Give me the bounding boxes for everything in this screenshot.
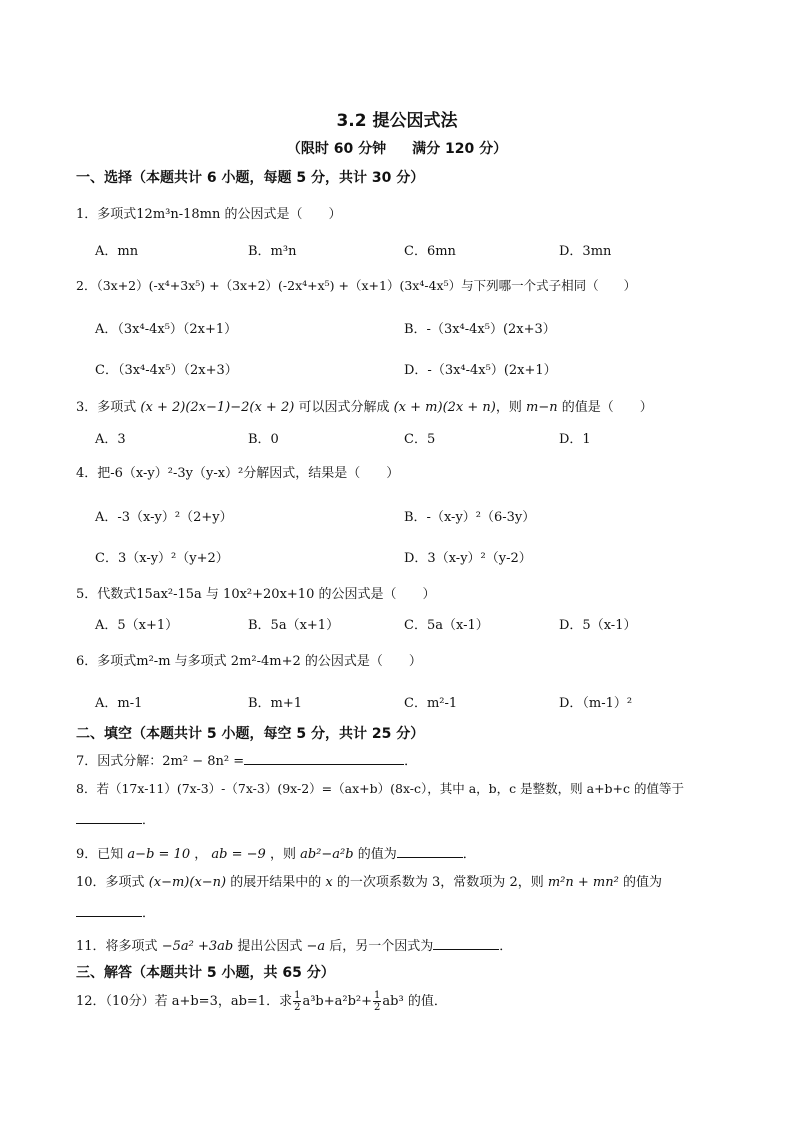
section-answer-heading: 三、解答（本题共计 5 小题，共 65 分） [76,965,335,981]
q8-text: 8．若（17x-11）(7x-3）-（7x-3）(9x-2）=（ax+b）(8x-c），其中 a，b，c 是整数，则 a+b+c 的值等于 [76,781,685,796]
q9-target: ab²−a²b [300,847,354,862]
q7-text: 7．因式分解：2m² − 8n² = [76,754,245,769]
q9-sep: ， [194,847,208,862]
section-choice-heading: 一、选择（本题共计 6 小题，每题 5 分，共计 30 分） [76,170,425,186]
q10-suffix: 的值为 [622,875,662,890]
q12-suffix: ab³ 的值． [382,994,447,1009]
q3-option-d: D．1 [559,432,591,447]
q3-factored: (x + m)(2x + n) [393,400,496,415]
q4-option-a: A．-3（x-y）²（2+y） [95,510,233,525]
q5-option-b: B．5a（x+1） [248,618,340,633]
q8-answer-blank[interactable] [76,809,142,824]
q11-end: ． [499,939,513,954]
q3-prefix: 3．多项式 [76,400,137,415]
q8-end: ． [142,812,155,827]
q3-option-a: A．3 [95,432,126,447]
q3-option-c: C．5 [404,432,436,447]
q1-option-a: A．mn [95,244,139,259]
q7-answer-blank[interactable] [244,750,404,765]
q6-option-c: C．m²-1 [404,696,458,711]
question-2: 2．（3x+2）(-x⁴+3x⁵) +（3x+2）(-2x⁴+x⁵) +（x+1）(3x⁴-4x⁵）与下列哪一个式子相同（ ） [76,278,637,293]
q4-option-b: B．-（x-y）²（6-3y） [404,510,536,525]
q7-end: ． [404,754,418,769]
q11-polynomial: −5a² +3ab [161,939,234,954]
q3-mid: 可以因式分解成 [298,400,390,415]
q5-option-d: D．5（x-1） [559,618,637,633]
q10-end: ． [142,906,156,921]
q3-target: m−n [526,400,558,415]
q4-option-d: D．3（x-y）²（y-2） [404,551,532,566]
question-6: 6．多项式m²-m 与多项式 2m²-4m+2 的公因式是（ ） [76,654,422,669]
time-limit: （限时 60 分钟 [286,141,387,157]
q11-prefix: 11．将多项式 [76,939,158,954]
page-title: 3.2 提公因式法 [336,111,458,131]
page-subtitle [0,138,794,158]
q10-mid: 的展开结果中的 [230,875,322,890]
q9-suffix: 的值为 [357,847,397,862]
question-5: 5．代数式15ax²-15a 与 10x²+20x+10 的公因式是（ ） [76,587,436,602]
q10-prefix: 10．多项式 [76,875,145,890]
q10-polynomial: (x−m)(x−n) [148,875,227,890]
q9-mid: ，则 [269,847,296,862]
q11-mid: 提出公因式 [237,939,303,954]
q11-answer-blank[interactable] [433,935,499,950]
q10-variable: x [325,875,333,890]
q9-answer-blank[interactable] [397,843,463,858]
q4-option-c: C．3（x-y）²（y+2） [95,551,229,566]
q6-option-a: A．m-1 [95,696,143,711]
q9-condition-2: ab = −9 [211,847,266,862]
q3-mid2: ，则 [495,400,522,415]
q5-option-a: A．5（x+1） [95,618,179,633]
q12-terms: a³b+a²b²+ [302,994,373,1009]
question-8 [76,773,716,835]
q10-mid2: 的一次项系数为 3，常数项为 2，则 [336,875,544,890]
section-fill-heading: 二、填空（本题共计 5 小题，每空 5 分，共计 25 分） [76,726,425,742]
question-3 [76,396,653,415]
q2-option-d: D．-（3x⁴-4x⁵）(2x+1） [404,363,557,378]
q6-option-d: D．（m-1）² [559,696,633,711]
q9-condition-1: a−b = 10 [127,847,191,862]
total-score: 满分 120 分） [412,141,508,157]
q3-polynomial: (x + 2)(2x−1)−2(x + 2) [140,400,295,415]
question-1: 1．多项式12m³n-18mn 的公因式是（ ） [76,207,342,222]
q11-common-factor: −a [306,939,326,954]
q11-suffix: 后，另一个因式为 [329,939,434,954]
question-7 [76,750,417,769]
q1-option-c: C．6mn [404,244,456,259]
q3-suffix: 的值是（ ） [561,400,653,415]
q2-option-a: A．（3x⁴-4x⁵）（2x+1） [95,322,238,337]
question-4: 4．把-6（x-y）²-3y（y-x）²分解因式，结果是（ ） [76,466,400,481]
q3-option-b: B．0 [248,432,279,447]
question-10 [76,867,716,929]
q1-option-d: D．3mn [559,244,612,259]
q9-prefix: 9．已知 [76,847,124,862]
q12-prefix: 12．（10分）若 a+b=3，ab=1．求 [76,994,293,1009]
question-12 [76,990,447,1013]
q2-option-b: B．-（3x⁴-4x⁵）(2x+3） [404,322,556,337]
q12-fraction-1: $\frac{1}{2}$ [294,990,301,1013]
q9-end: ． [462,847,476,862]
q10-answer-blank[interactable] [76,902,142,917]
q12-fraction-2: $\frac{1}{2}$ [374,990,381,1013]
q1-option-b: B．m³n [248,244,297,259]
question-11 [76,935,512,954]
q6-option-b: B．m+1 [248,696,303,711]
q2-option-c: C．（3x⁴-4x⁵）（2x+3） [95,363,238,378]
q10-target: m²n + mn² [547,875,619,890]
question-9 [76,843,476,862]
q5-option-c: C．5a（x-1） [404,618,489,633]
